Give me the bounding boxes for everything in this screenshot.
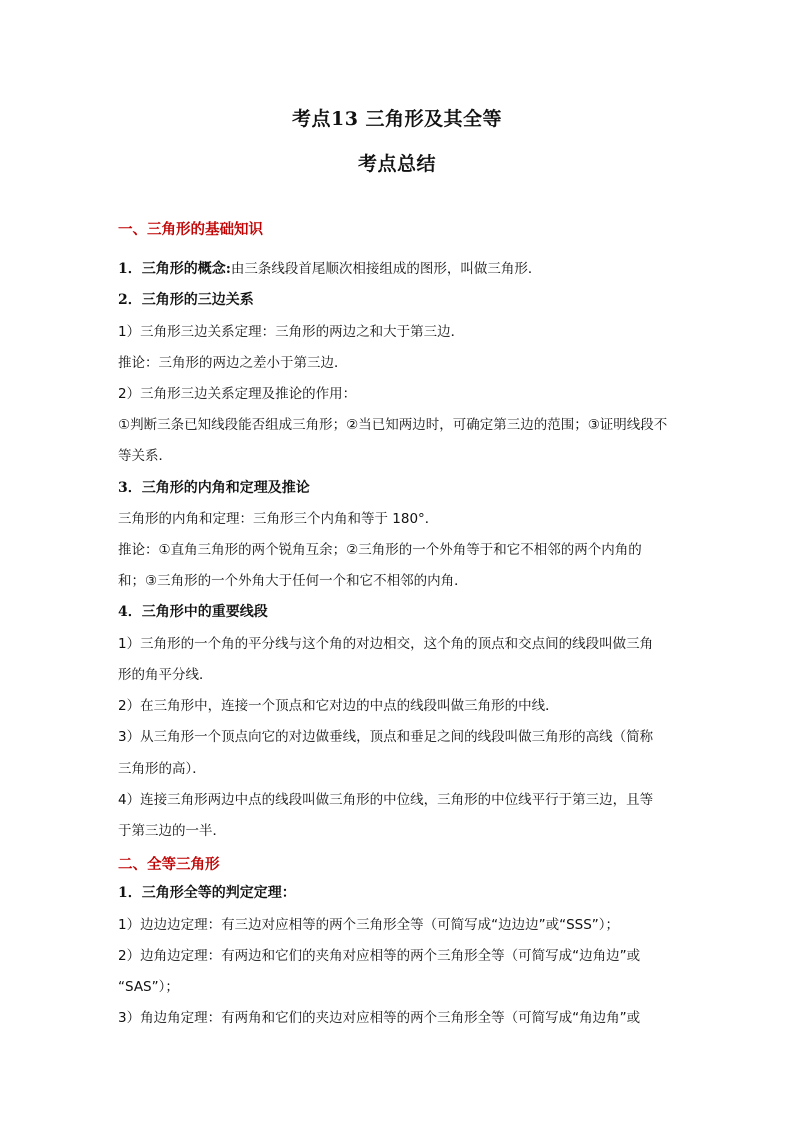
text-line: 3）从三角形一个顶点向它的对边做垂线，顶点和垂足之间的线段叫做三角形的高线（简称 — [118, 729, 654, 745]
paragraph-triangle-concept — [118, 260, 678, 278]
text-line: 三角形的高）． — [118, 761, 206, 777]
heading-important-segments: 4．三角形中的重要线段 — [118, 604, 268, 620]
text-line: 于第三边的一半． — [118, 823, 226, 839]
heading-interior-angles: 3．三角形的内角和定理及推论 — [118, 480, 310, 496]
text-line: 2）在三角形中，连接一个顶点和它对边的中点的线段叫做三角形的中线． — [118, 698, 559, 714]
text-line: 2）边角边定理：有两边和它们的夹角对应相等的两个三角形全等（可简写成“边角边”或 — [118, 948, 641, 964]
text-line: 2）三角形三边关系定理及推论的作用： — [118, 386, 357, 402]
heading-congruence-criteria: 1．三角形全等的判定定理： — [118, 885, 296, 901]
heading-three-sides: 2．三角形的三边关系 — [118, 292, 254, 308]
subtitle: 考点总结 — [357, 153, 436, 175]
text-line: 和；③三角形的一个外角大于任何一个和它不相邻的内角． — [118, 573, 468, 589]
text-line: 形的角平分线． — [118, 667, 213, 683]
concept-lead: 1．三角形的概念: — [118, 261, 231, 277]
text-line: 1）三角形的一个角的平分线与这个角的对边相交，这个角的顶点和交点间的线段叫做三角 — [118, 636, 654, 652]
text-line: 推论：三角形的两边之差小于第三边． — [118, 355, 348, 371]
text-line: ①判断三条已知线段能否组成三角形；②当已知两边时，可确定第三边的范围；③证明线段不 — [118, 417, 668, 433]
text-line: 1）边边边定理：有三边对应相等的两个三角形全等（可简写成“边边边”或“SSS”）； — [118, 917, 620, 933]
text-line: 等关系． — [118, 448, 172, 464]
section-heading-congruent: 二、全等三角形 — [118, 857, 220, 873]
text-line: 3）角边角定理：有两角和它们的夹边对应相等的两个三角形全等（可简写成“角边角”或 — [118, 1010, 641, 1026]
text-line: 三角形的内角和定理：三角形三个内角和等于 180°． — [118, 511, 439, 527]
text-line: “SAS”）； — [118, 979, 179, 995]
text-line: 4）连接三角形两边中点的线段叫做三角形的中位线，三角形的中位线平行于第三边，且等 — [118, 792, 654, 808]
concept-text: 由三条线段首尾顺次相接组成的图形，叫做三角形． — [230, 261, 542, 277]
text-line: 推论：①直角三角形的两个锐角互余；②三角形的一个外角等于和它不相邻的两个内角的 — [118, 542, 642, 558]
section-heading-basics: 一、三角形的基础知识 — [118, 222, 263, 238]
main-title: 考点13 三角形及其全等 — [291, 108, 503, 130]
text-line: 1）三角形三边关系定理：三角形的两边之和大于第三边． — [118, 324, 465, 340]
